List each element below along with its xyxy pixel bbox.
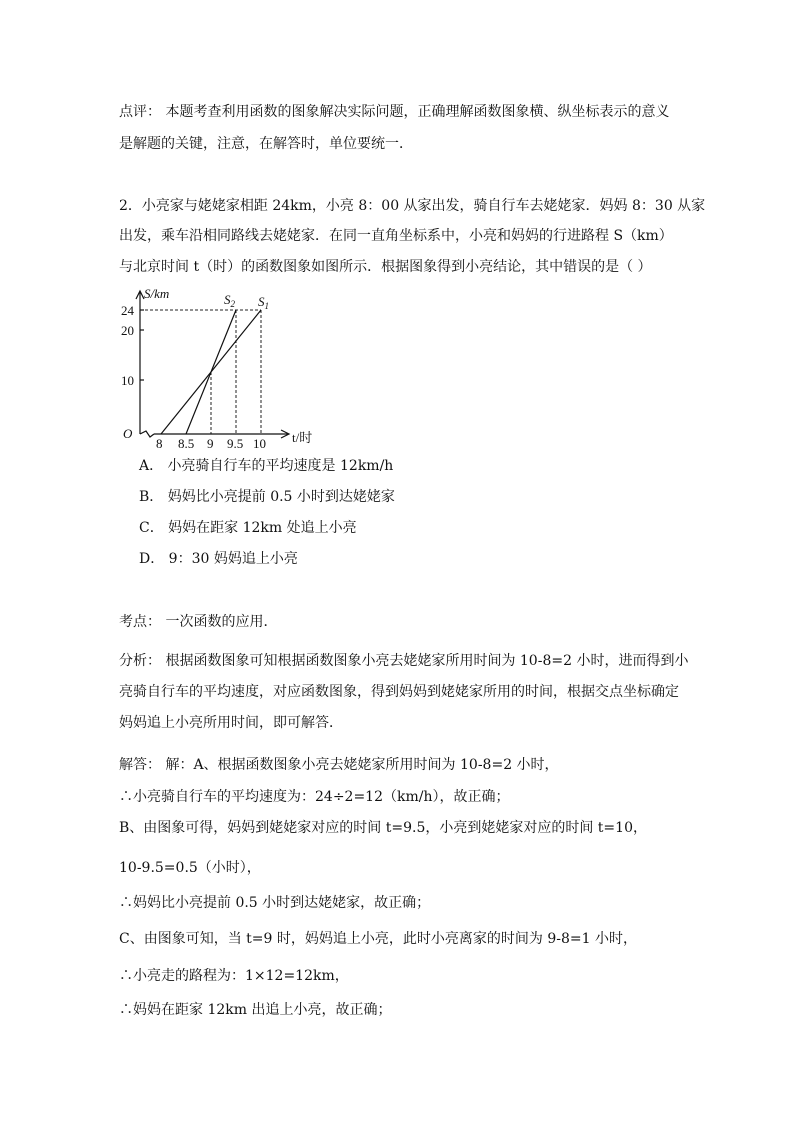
jieda-line-1: 解答： 解：A、根据函数图象小亮去姥姥家所用时间为 10-8=2 小时， <box>119 757 559 773</box>
option-d: D． 9：30 妈妈追上小亮 <box>139 551 298 567</box>
y-tick-label-24: 24 <box>121 303 134 318</box>
question-line-1: 2．小亮家与姥姥家相距 24km，小亮 8：00 从家出发，骑自行车去姥姥家．妈妈 8：30 从家 <box>119 198 706 214</box>
jieda-line-3: B、由图象可得，妈妈到姥姥家对应的时间 t=9.5，小亮到姥姥家对应的时间 t=10， <box>119 820 647 836</box>
comment-line-2: 是解题的关键，注意，在解答时，单位要统一． <box>119 136 413 152</box>
question-line-3: 与北京时间 t（时）的函数图象如图所示．根据图象得到小亮结论，其中错误的是（ ） <box>119 259 652 275</box>
kaodian-line: 考点： 一次函数的应用． <box>119 614 278 630</box>
x-tick-label-8: 8 <box>156 436 163 451</box>
option-c: C． 妈妈在距家 12km 处追上小亮 <box>139 520 357 536</box>
y-tick-label-10: 10 <box>121 373 134 388</box>
x-tick-label-9: 9 <box>207 436 214 451</box>
jieda-line-2: ∴小亮骑自行车的平均速度为：24÷2=12（km/h），故正确； <box>119 789 510 805</box>
y-tick-label-20: 20 <box>121 323 134 338</box>
fenxi-line-2: 亮骑自行车的平均速度，对应函数图象，得到妈妈到姥姥家所用的时间，根据交点坐标确定 <box>119 684 679 700</box>
line-s1-label: $S_1$ <box>258 294 269 311</box>
jieda-line-5: ∴妈妈比小亮提前 0.5 小时到达姥姥家，故正确； <box>119 895 431 911</box>
jieda-line-7: ∴小亮走的路程为：1×12=12km， <box>119 968 349 984</box>
option-b: B． 妈妈比小亮提前 0.5 小时到达姥姥家 <box>139 489 395 505</box>
axes <box>136 291 289 438</box>
x-tick-label-9-5: 9.5 <box>227 436 244 451</box>
fenxi-line-3: 妈妈追上小亮所用时间，即可解答． <box>119 715 343 731</box>
distance-time-graph <box>110 278 313 451</box>
option-a: A． 小亮骑自行车的平均速度是 12km/h <box>139 458 394 474</box>
line-s2 <box>186 310 236 434</box>
x-tick-label-8-5: 8.5 <box>178 436 195 451</box>
origin-label: O <box>123 426 133 441</box>
jieda-line-6: C、由图象可知，当 t=9 时，妈妈追上小亮，此时小亮离家的时间为 9-8=1 小时， <box>119 931 637 947</box>
fenxi-line-1: 分析： 根据函数图象可知根据函数图象小亮去姥姥家所用时间为 10-8=2 小时，进而得到小 <box>119 653 689 669</box>
x-axis-break <box>140 431 154 437</box>
jieda-line-4: 10-9.5=0.5（小时）， <box>119 860 261 876</box>
question-line-2: 出发，乘车沿相同路线去姥姥家．在同一直角坐标系中，小亮和妈妈的行进路程 S（km） <box>119 228 673 244</box>
jieda-line-8: ∴妈妈在距家 12km 出追上小亮，故正确； <box>119 1002 392 1018</box>
guide-lines <box>140 310 261 434</box>
line-s2-label: $S_2$ <box>224 292 235 309</box>
comment-line-1: 点评： 本题考查利用函数的图象解决实际问题，正确理解函数图象横、纵坐标表示的意义 <box>119 104 670 120</box>
x-tick-label-10: 10 <box>253 436 266 451</box>
y-axis-label: S/km <box>144 286 170 301</box>
x-axis-label: t/时 <box>292 430 313 445</box>
